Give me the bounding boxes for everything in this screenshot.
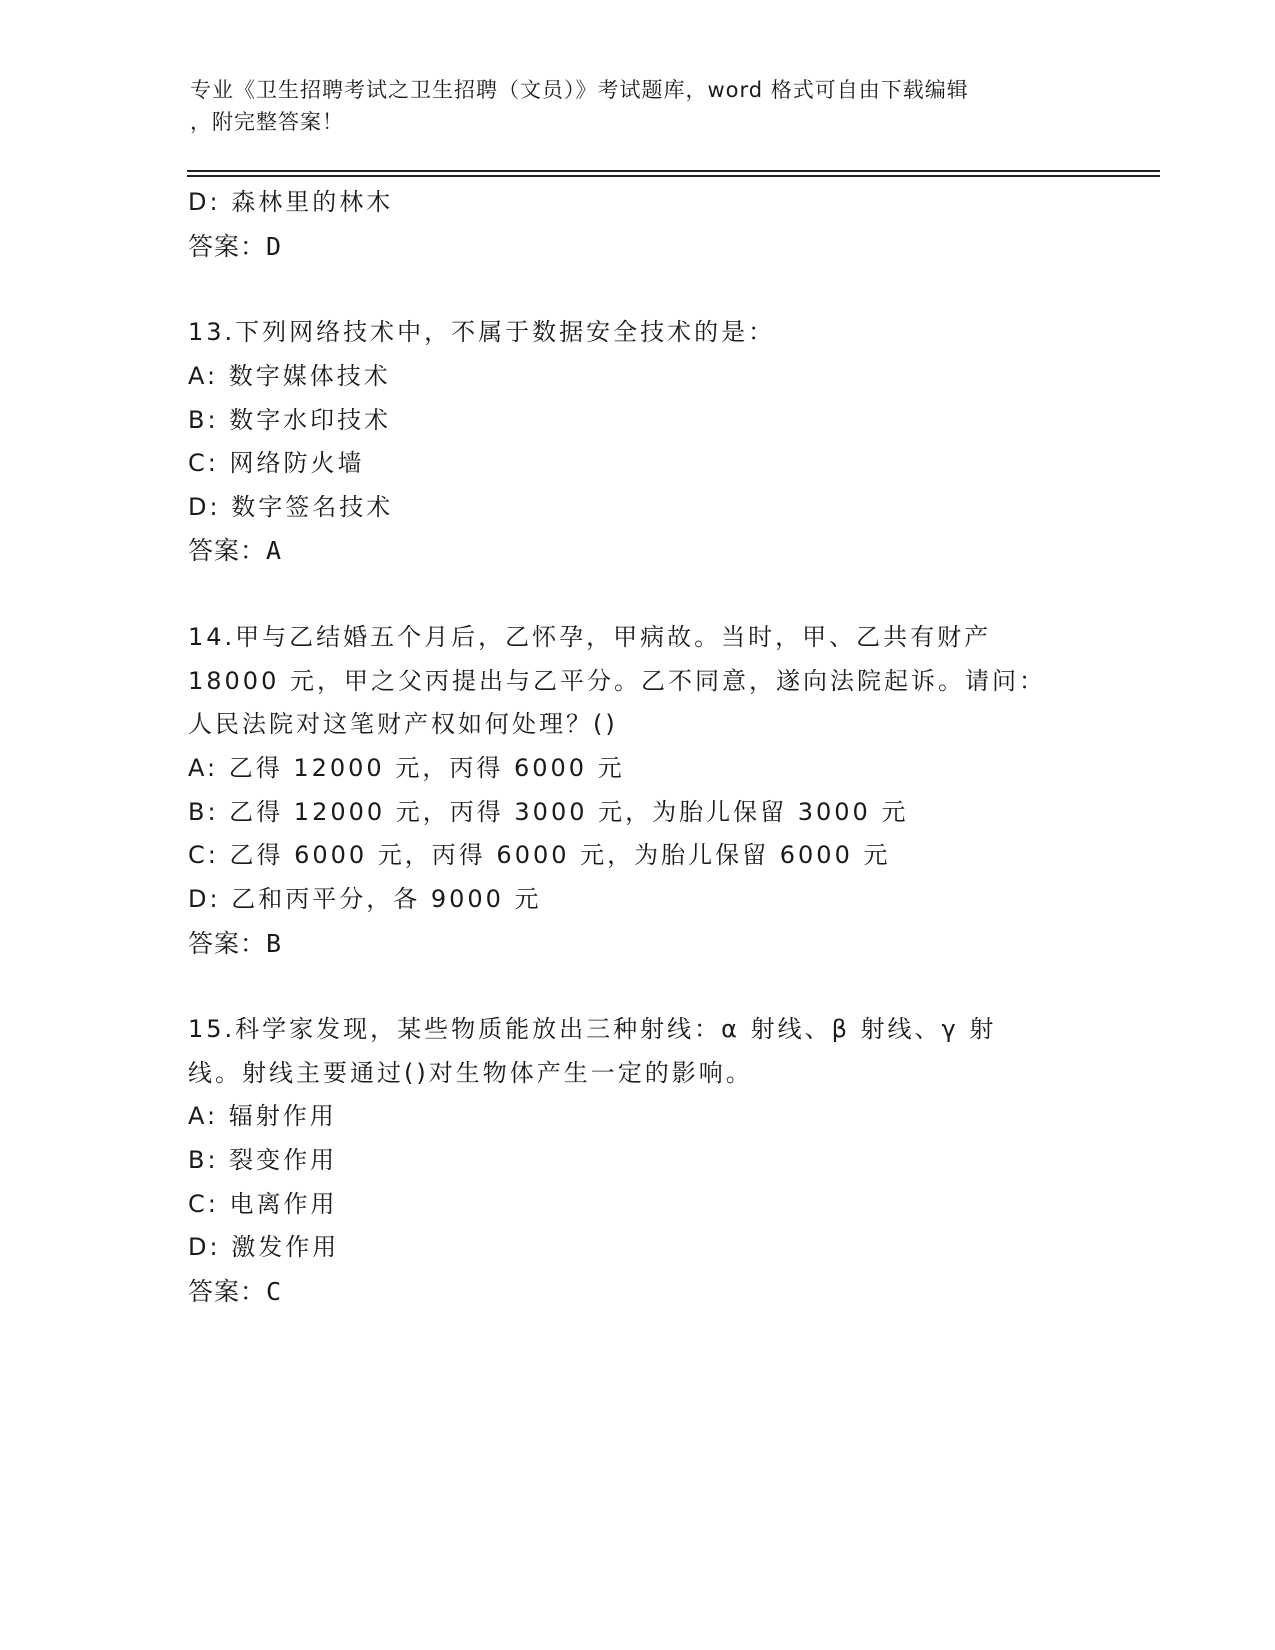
q15-stem-line-1: 15.科学家发现，某些物质能放出三种射线：α 射线、β 射线、γ 射 [188,1015,997,1043]
q14-answer: 答案：B [188,929,283,958]
q15-answer: 答案：C [188,1277,283,1306]
q13-option-a: A: 数字媒体技术 [188,362,391,390]
q13-stem: 13.下列网络技术中，不属于数据安全技术的是： [188,318,776,346]
q13-option-b: B: 数字水印技术 [188,406,392,434]
q15-stem-line-2: 线。射线主要通过()对生物体产生一定的影响。 [188,1059,753,1087]
document-header-line-2: ，附完整答案！ [190,110,344,134]
header-rule-bottom [187,175,1160,177]
q14-stem-line-1: 14.甲与乙结婚五个月后，乙怀孕，甲病故。当时，甲、乙共有财产 [188,623,992,651]
q14-stem-line-3: 人民法院对这笔财产权如何处理？() [188,710,618,738]
header-rule-top [187,170,1160,172]
q15-option-b: B: 裂变作用 [188,1146,338,1174]
q13-answer: 答案：A [188,536,283,565]
q13-option-c: C: 网络防火墙 [188,449,365,477]
q15-option-a: A: 辐射作用 [188,1102,337,1130]
prev-question-answer: 答案：D [188,232,283,261]
document-header-line-1: 专业《卫生招聘考试之卫生招聘（文员）》考试题库，word 格式可自由下载编辑 [190,78,969,102]
prev-question-option-d: D: 森林里的林木 [188,188,394,216]
q13-option-d: D: 数字签名技术 [188,493,394,521]
q14-option-a: A: 乙得 12000 元，丙得 6000 元 [188,754,625,782]
q14-option-d: D: 乙和丙平分，各 9000 元 [188,885,542,913]
q14-option-c: C: 乙得 6000 元，丙得 6000 元，为胎儿保留 6000 元 [188,841,891,869]
q15-option-c: C: 电离作用 [188,1190,338,1218]
q14-option-b: B: 乙得 12000 元，丙得 3000 元，为胎儿保留 3000 元 [188,798,909,826]
q15-option-d: D: 激发作用 [188,1233,340,1261]
q14-stem-line-2: 18000 元，甲之父丙提出与乙平分。乙不同意，遂向法院起诉。请问： [188,667,1046,695]
